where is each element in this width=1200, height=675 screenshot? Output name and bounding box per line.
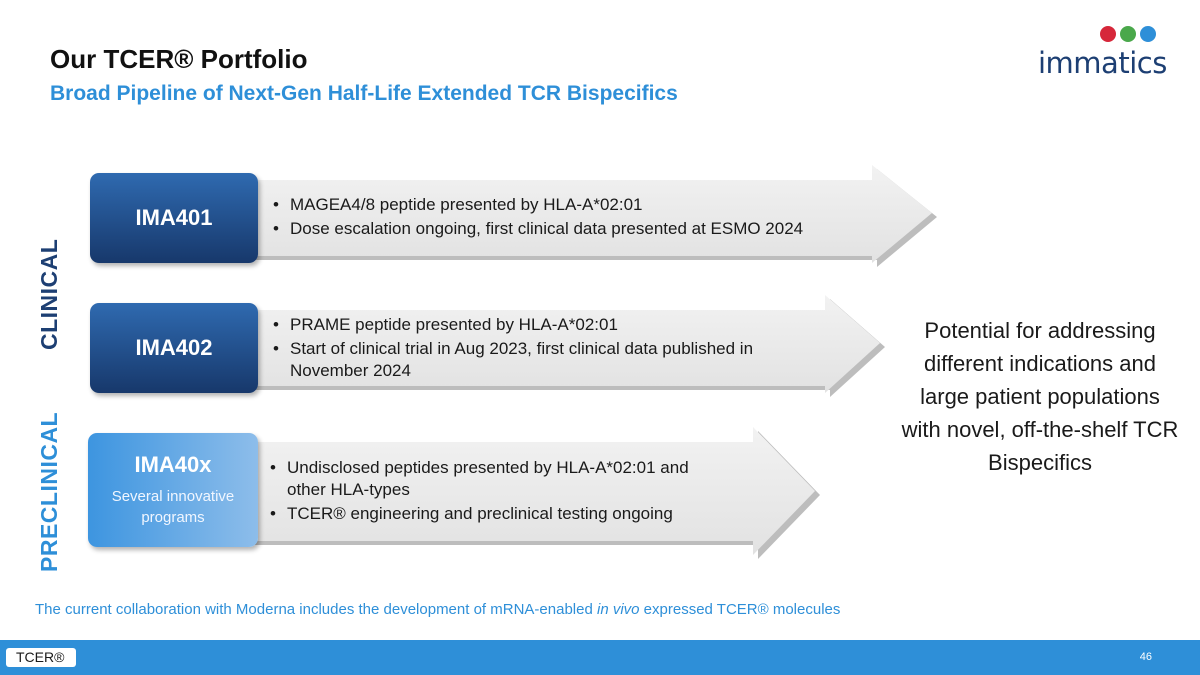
footnote-italic: in vivo (596, 601, 640, 618)
logo-dot-green (1120, 26, 1136, 42)
footer-bar (0, 640, 1200, 675)
bullet-item: • Dose escalation ongoing, first clinical data presented at ESMO 2024 (273, 218, 893, 240)
immatics-logo (1030, 24, 1170, 80)
page-subtitle: Broad Pipeline of Next-Gen Half-Life Extended TCR Bispecifics (50, 82, 678, 105)
logo-dots (1100, 26, 1156, 42)
bullet-item: • Start of clinical trial in Aug 2023, first clinical data published in November 2024 (273, 338, 813, 382)
program-row-ima40x (88, 425, 828, 560)
program-row-ima402 (90, 295, 890, 400)
program-box-ima402 (90, 303, 258, 393)
footer-tab-label: TCER® (6, 648, 76, 667)
logo-dot-red (1100, 26, 1116, 42)
program-name: IMA401 (135, 205, 213, 230)
potential-statement: Potential for addressing different indications and large patient populations with novel, off-the-shelf TCR Bispecifics (901, 318, 1179, 475)
page-title: Our TCER® Portfolio (50, 44, 308, 74)
bullet-item: • TCER® engineering and preclinical testing ongoing (270, 503, 700, 525)
bullet-item: • MAGEA4/8 peptide presented by HLA-A*02:01 (273, 194, 893, 216)
footnote-text-start: The current collaboration with Moderna includes the development of mRNA-enabled (35, 601, 597, 618)
program-bullets (270, 457, 700, 527)
footnote-text-end: expressed TCER® molecules (639, 601, 841, 618)
stage-label-preclinical: PRECLINICAL (36, 411, 62, 572)
bullet-item: • PRAME peptide presented by HLA-A*02:01 (273, 314, 813, 336)
logo-dot-blue (1140, 26, 1156, 42)
bullet-item: • Undisclosed peptides presented by HLA-A*02:01 and other HLA-types (270, 457, 700, 501)
program-name: IMA402 (135, 335, 213, 360)
program-name: IMA40x (134, 452, 212, 477)
footnote (35, 601, 840, 618)
page-number: 46 (1139, 651, 1152, 663)
program-row-ima401 (90, 165, 940, 270)
stage-label-clinical: CLINICAL (36, 238, 62, 350)
program-box-ima40x (88, 433, 258, 547)
program-description: Several innovative programs (111, 488, 235, 526)
logo-wordmark: immatics (1038, 46, 1167, 80)
program-bullets (273, 194, 893, 242)
program-bullets (273, 314, 813, 384)
program-box-ima401 (90, 173, 258, 263)
